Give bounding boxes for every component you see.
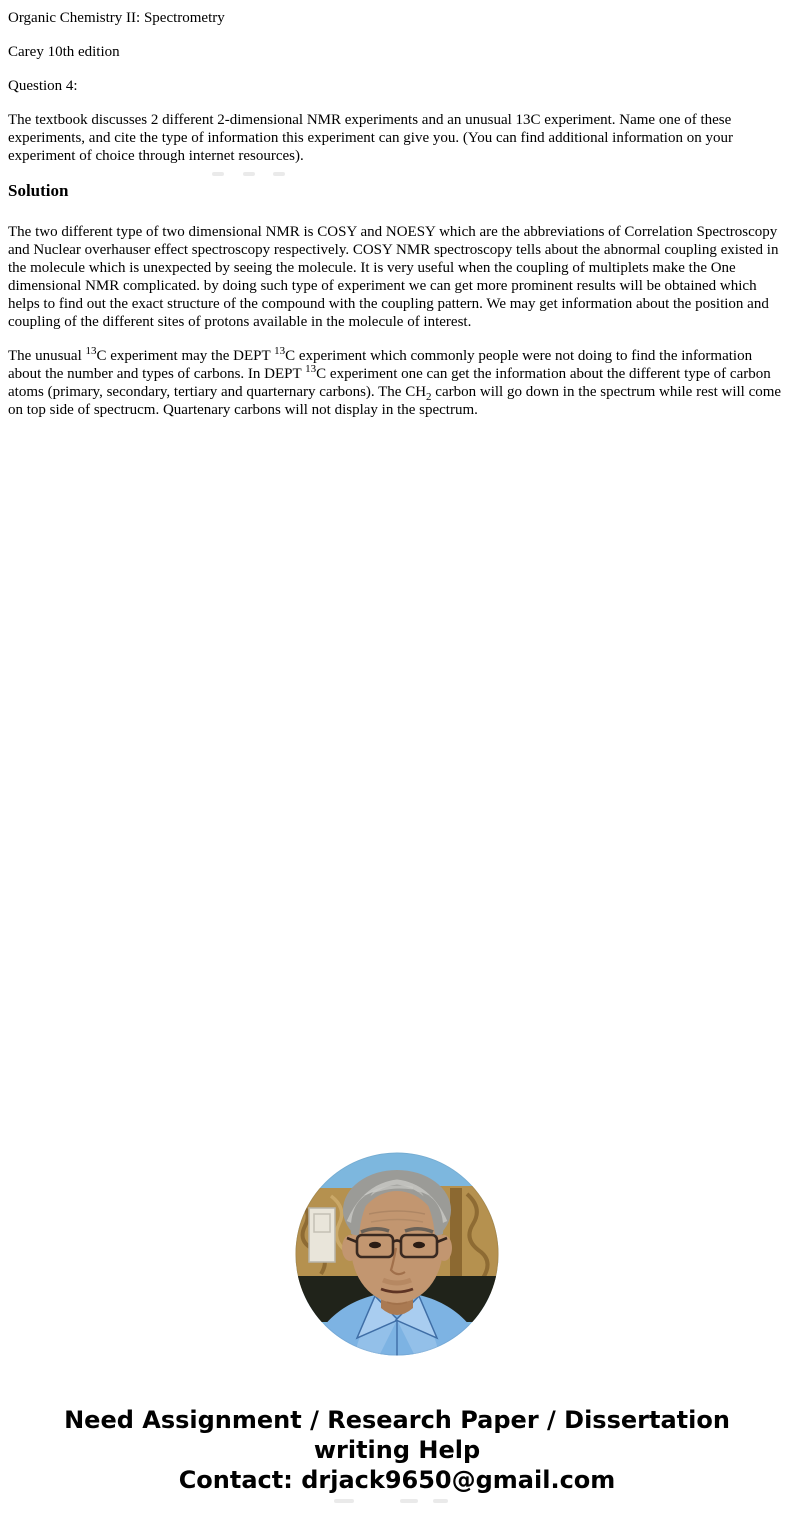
solution-heading: Solution: [8, 181, 69, 200]
question-label: Question 4:: [8, 78, 78, 94]
document-body: [0, 0, 794, 419]
watermark-smudge: [273, 172, 285, 176]
footer-contact-block: [0, 1405, 794, 1495]
edition-line: Carey 10th edition: [8, 44, 120, 60]
eye-left: [369, 1242, 381, 1248]
watermark-smudge: [212, 172, 224, 176]
eye-right: [413, 1242, 425, 1248]
course-title: Organic Chemistry II: Spectrometry: [8, 10, 225, 26]
solution-paragraph-2: The unusual $^{13}$C experiment may the DEPT $^{13}$C experiment which commonly people were not doing to find the information about the number and types of carbons. In DEPT $^{13}$C experiment one can get the information about the different type of carbon atoms (primary, secondary, tertiary and quarternary carbons). The $CH_2$ carbon will go down in the spectrum while rest will come on top side of spectrucm. Quartenary carbons will not display in the spectrum.: [8, 345, 782, 418]
watermark-smudge: [400, 1499, 418, 1503]
tutor-photo: [295, 1152, 499, 1356]
watermark-smudge: [243, 172, 255, 176]
tutor-photo-illustration: [295, 1152, 499, 1356]
question-text: The textbook discusses 2 different 2-dimensional NMR experiments and an unusual 13C experiment. Name one of these experiments, and cite the type of information this experiment can give you. (You can find additional information on your experiment of choice through internet resources).: [8, 112, 733, 164]
door-panel: [309, 1208, 335, 1262]
footer-line-2: writing Help: [313, 1436, 481, 1464]
solution-paragraph-1: The two different type of two dimensional NMR is COSY and NOESY which are the abbreviations of Correlation Spectroscopy and Nuclear overhauser effect spectroscopy respectively. COSY NMR spectroscopy tells about the abnormal coupling existed in the molecule which is unexpected by seeing the molecule. It is very useful when the coupling of multiplets make the One dimensional NMR complicated. by doing such type of experiment we can get more prominent results will be obtained which helps to find out the exact structure of the compound with the coupling pattern. We may get information about the position and coupling of the different sites of protons available in the molecule of interest.: [8, 224, 779, 330]
footer-line-1: Need Assignment / Research Paper / Dissertation: [64, 1406, 730, 1434]
watermark-smudge: [433, 1499, 448, 1503]
footer-contact-email: Contact: drjack9650@gmail.com: [178, 1466, 616, 1494]
watermark-smudge: [334, 1499, 354, 1503]
